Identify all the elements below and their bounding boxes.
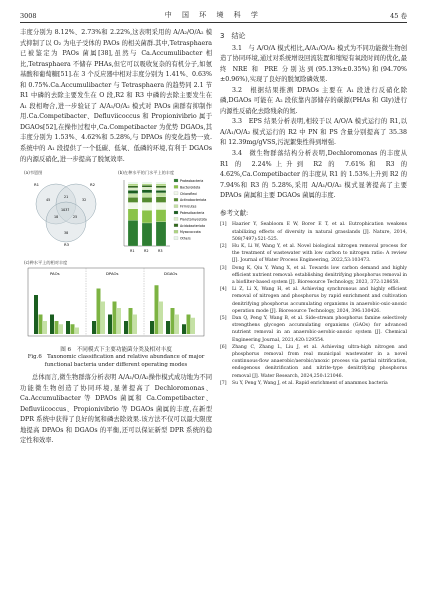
abundance-bar [75, 328, 79, 335]
abundance-bar [50, 315, 54, 335]
conclusion-item: 3.2 根据结果推测 DPAOs 主要在 A₁ 段进行反硝化除磷,DGAOs 可能在 A₂ 段依靠内部储存的碳源(PHAs 和 Gly)进行内源性反硝化去除残余的氮. [220, 86, 407, 115]
panel-a-label: (a)韦恩图 [24, 170, 43, 176]
stack-segment [128, 184, 138, 186]
venn-count: 21 [64, 195, 69, 200]
stack-segment [156, 210, 166, 222]
venn-count: 25 [73, 215, 78, 220]
reference-list [220, 221, 407, 387]
abundance-bar [182, 324, 186, 334]
section-title: 3 结论 [220, 32, 246, 40]
venn-count: 32 [82, 198, 87, 203]
stack-segment [142, 203, 152, 211]
reference-item [220, 380, 407, 387]
abundance-bar [133, 315, 137, 335]
page-number: 3008 [20, 12, 37, 20]
reference-text: Dong K, Qiu Y, Wang X, et al. Towards low carbon demand and highly efficient nutrient removal: establishing denitrifying phosphorus removal in a biofilter-based system [J]. Bioresource Technology, 2023, 372:128658. [232, 265, 407, 285]
legend-swatch [174, 230, 178, 233]
abundance-bar [150, 321, 154, 334]
reference-item [220, 243, 407, 265]
stack-segment [142, 184, 152, 185]
abundance-bar [117, 308, 121, 334]
volume: 45 卷 [390, 12, 407, 20]
venn-count: 1037 [61, 208, 70, 213]
legend-swatch [174, 186, 178, 189]
group-label: DPAOs [106, 271, 119, 277]
reference-text: Hu K, Li W, Wang Y, et al. Novel biological nitrogen removal process for the treatment of wastewater with low carbon to nitrogen ratio: A review [J]. Journal of Water Process Engineering, 2022,53:103473. [232, 243, 407, 264]
legend-label: Bacteroidota [180, 185, 201, 190]
stack-segment [156, 222, 166, 246]
figure-graphic [20, 168, 212, 344]
venn-count: 45 [46, 198, 51, 203]
conclusion-item: 3.1 与 A/O/A 模式相比,A/A₁/O/A₂ 模式为不同功能微生物创造了协同环境,通过对系统增设回流装置和缩短有氧段时间的优化,最终 NRE 和 PRE 分别达到(95.13%±0.35%)和(94.70%±0.96%),实现了良好的脱氮除磷效果. [220, 44, 407, 84]
left-column [20, 28, 212, 447]
references-title: 参考文献: [220, 208, 249, 217]
reference-number: [2] [220, 243, 227, 249]
abundance-bar [124, 321, 128, 334]
abundance-bar [97, 289, 101, 335]
stack-segment [156, 184, 166, 186]
legend [174, 179, 207, 241]
stack-segment [156, 193, 166, 197]
abundance-bar [113, 302, 117, 335]
reference-item [220, 315, 407, 344]
stack-segment [142, 187, 152, 190]
stack-segment [128, 186, 138, 188]
group-label: PAOs [50, 271, 60, 277]
reference-text: Haarier Y, Seabloom E W, Borer E T, et al. Eutrophication weakens stabilizing effects of diversity in natural grasslands [J]. Nature, 2014, 508(7497):521-525. [232, 222, 407, 242]
abundance-bar [175, 315, 179, 335]
abundance-bar [71, 324, 75, 334]
stack-segment [128, 221, 138, 247]
reference-text: Zhang C, Zhang L, Liu J, et al. Achieving ultra-high nitrogen and phosphorus removal from real municipal wastewater in a novel continuous-flow anaerobic/aerobic/anoxic process via partial nitrification, endogenous denitrification and nitrite-type denitrifying phosphorus removal [J]. Water Research, 2024,250:121046. [232, 344, 407, 379]
reference-item [220, 265, 407, 287]
abundance-bar [191, 318, 195, 334]
stack-segment [128, 197, 138, 202]
stack-segment [142, 197, 152, 202]
venn-count: 18 [54, 215, 59, 220]
venn-count: 38 [64, 231, 69, 236]
figure-caption-cn: 图 6 不同模式下主要功能菌分类及相对丰度 [60, 347, 172, 354]
legend-label: Others [180, 236, 191, 241]
legend-swatch [174, 218, 178, 221]
right-column [220, 28, 407, 387]
abundance-bar [43, 321, 47, 334]
abundance-bar [187, 315, 191, 335]
body-paragraph: 总体而言,微生物群落分析表明 A/A₁/O/A₂操作模式成功地为不同功能微生物创造了协同环境,显著提高了 Dechloromonas、Ca.Accumulibacter 等 DPAOs 菌属和 Ca.Competibacter、Defluviicoccus、Propionivibrio 等 DGAOs 菌属的丰度,在新型 DPR 系统中获得了良好的氮和磷去除效果.该方法不仅可以最大限度地提高 DPAOs 和 DGAOs 的平衡,还可以保证新型 DPR 系统的稳定性和效率. [20, 374, 212, 445]
abundance-bar [155, 285, 159, 334]
reference-text: Li Z, Li X, Wang H, et al. Achieving synchronous and highly efficient removal of nitrogen and phosphorus by rapid enrichment and cultivation denitrifying phosphorus accumulating organisms in anaerobic-oxic-anoxic operation mode [J]. Bioresource Technology, 2024, 396:130426. [232, 287, 407, 314]
stack-segment [142, 185, 152, 187]
legend-label: Acidobacteriota [180, 223, 206, 228]
venn-set-label: R1 [34, 182, 40, 188]
abundance-bars [34, 285, 195, 334]
stack-segment [156, 203, 166, 210]
legend-swatch [174, 198, 178, 201]
figure-6 [20, 168, 212, 344]
legend-swatch [174, 179, 178, 182]
x-tick: R1 [130, 249, 135, 254]
stack-segment [156, 188, 166, 191]
stack-segment [128, 188, 138, 191]
legend-label: Actinobacteriota [180, 198, 207, 203]
stack-segment [142, 182, 152, 184]
panel-c-label: (c)种水平上的相对丰度 [24, 260, 68, 266]
stack-segment [142, 210, 152, 223]
stack-segment [156, 186, 166, 188]
reference-item [220, 344, 407, 380]
stack-segment [156, 182, 166, 184]
reference-number: [4] [220, 287, 227, 293]
reference-item [220, 286, 407, 315]
legend-swatch [174, 224, 178, 227]
reference-item [220, 221, 407, 243]
stack-segment [128, 190, 138, 193]
reference-text: Dan Q, Peng Y, Wang B, et al. Side-stream phosphorus famine selectively strengthens glycogen accumulating organisms (GAOs) for advanced nutrient removal in an anaerobic-aerobic-anoxic system [J]. Chemical Engineering Journal, 2021,420:129554. [232, 315, 407, 343]
stack-segment [128, 182, 138, 184]
venn-set-label: R3 [64, 242, 70, 248]
group-label: DGAOs [164, 271, 178, 277]
legend-swatch [174, 237, 178, 240]
reference-number: [1] [220, 222, 227, 228]
x-tick: R3 [158, 249, 163, 254]
abundance-bar [92, 321, 96, 334]
reference-text: Su Y, Peng Y, Wang J, et al. Rapid enrichment of anammox bacteria [232, 380, 388, 386]
legend-label: Chloroflexi [180, 191, 197, 196]
stack-segment [156, 197, 166, 203]
legend-label: Firmicutes [180, 204, 197, 209]
venn-set-label: R2 [90, 182, 96, 188]
body-paragraph: 丰度分别为 8.12%、2.73%和 2.22%,这表明采用的 A/A₂/O/A₂ 模式抑制了以 O₂ 为电子受体的 PAOs 的相关菌群.其中,Tetrasphaera 已被鉴定为 PAOs 菌属[38],虽然与 Ca.Accumulibacter 相比,Tetrasphaera 不储存 PHAs,但它可以吸收复杂的有机分子,如氨基酸和葡萄糖[51].在 3 个反应器中相对丰度分别为 1.41%、0.63% 和 0.75%.Ca.Accumulibacter 与 Tetrasphaera 的趋势同 2.1 节 R1 中磷的去除主要发生在 O 段,R2 和 R3 中磷的去除主要发生在 A₁ 段相吻合,进一步验证了 A/A₁/O/A₂ 模式对 PAOs 菌群有抑制作用.Ca.Competibacter、Defluviicoccus 和 Propionivibrio 属于 DGAOs[52],在操作过程中,Ca.Competibacter 为优势 DGAOs,其丰度分别为 1.53%、4.62%和 5.28%,与 DPAOs 的变化趋势一致.系统中的 A₁ 段提供了一个低碳、低氧、低磷的环境,有利于 DGAOs 的内源反硝化,进一步提高了脱氮效率. [20, 29, 212, 163]
abundance-bar [59, 324, 63, 334]
reference-number: [3] [220, 265, 227, 271]
abundance-bar [166, 321, 170, 334]
stack-segment [128, 203, 138, 209]
figure-caption-en: Fig.6 Taxonomic classification and relative abundance of major functional bacteria under different operating modes [27, 354, 205, 368]
stack-segment [142, 223, 152, 246]
stacked-bars [128, 182, 166, 246]
stack-segment [142, 190, 152, 193]
conclusion-item: 3.4 微生物群落结构分析表明,Dechloromonas 的丰度从 R1 的 2.24%上升到 R2 的 7.61%和 R3 的 4.62%,Ca.Competibacter 的丰度从 R1 的 1.53%上升到 R2 的 7.94%和 R3 的 5.28%,采用 A/A₁/O/A₂ 模式显著提高了主要 DPAOs 菌属和主要 DGAOs 菌属的丰度. [220, 150, 407, 200]
legend-swatch [174, 205, 178, 208]
abundance-bar [129, 308, 133, 334]
journal-name: 中 国 环 境 科 学 [164, 11, 262, 19]
stack-segment [156, 190, 166, 193]
reference-number: [5] [220, 315, 227, 321]
abundance-bar [55, 321, 59, 334]
abundance-bar [66, 321, 70, 334]
reference-number: [7] [220, 380, 227, 386]
conclusion-item: 3.3 EPS 结果分析表明,相较于以 A/O/A 模式运行的 R1,以 A/A₁/O/A₂ 模式运行的 R2 中 PN 和 PS 含量分别提高了 35.38 和 12.39mg/gVSS,污泥絮集性得到增强. [220, 118, 407, 147]
page-header [20, 8, 407, 23]
abundance-bar [101, 302, 105, 335]
panel-b-label: (b)在种水平的门水平上的丰度 [118, 170, 175, 176]
abundance-bar [108, 315, 112, 335]
stack-segment [128, 209, 138, 221]
legend-swatch [174, 192, 178, 195]
stack-segment [142, 193, 152, 197]
abundance-bar [171, 308, 175, 334]
legend-label: Planctomycetota [180, 217, 207, 222]
legend-label: Patescibacteria [180, 211, 205, 216]
abundance-bar [39, 315, 43, 335]
stack-segment [128, 194, 138, 198]
reference-number: [6] [220, 344, 227, 350]
x-tick: R2 [144, 249, 149, 254]
legend-label: Proteobacteria [180, 179, 204, 184]
legend-label: Myxococcota [180, 230, 201, 235]
abundance-bar [34, 295, 38, 334]
abundance-bar [159, 302, 163, 335]
legend-swatch [174, 211, 178, 214]
